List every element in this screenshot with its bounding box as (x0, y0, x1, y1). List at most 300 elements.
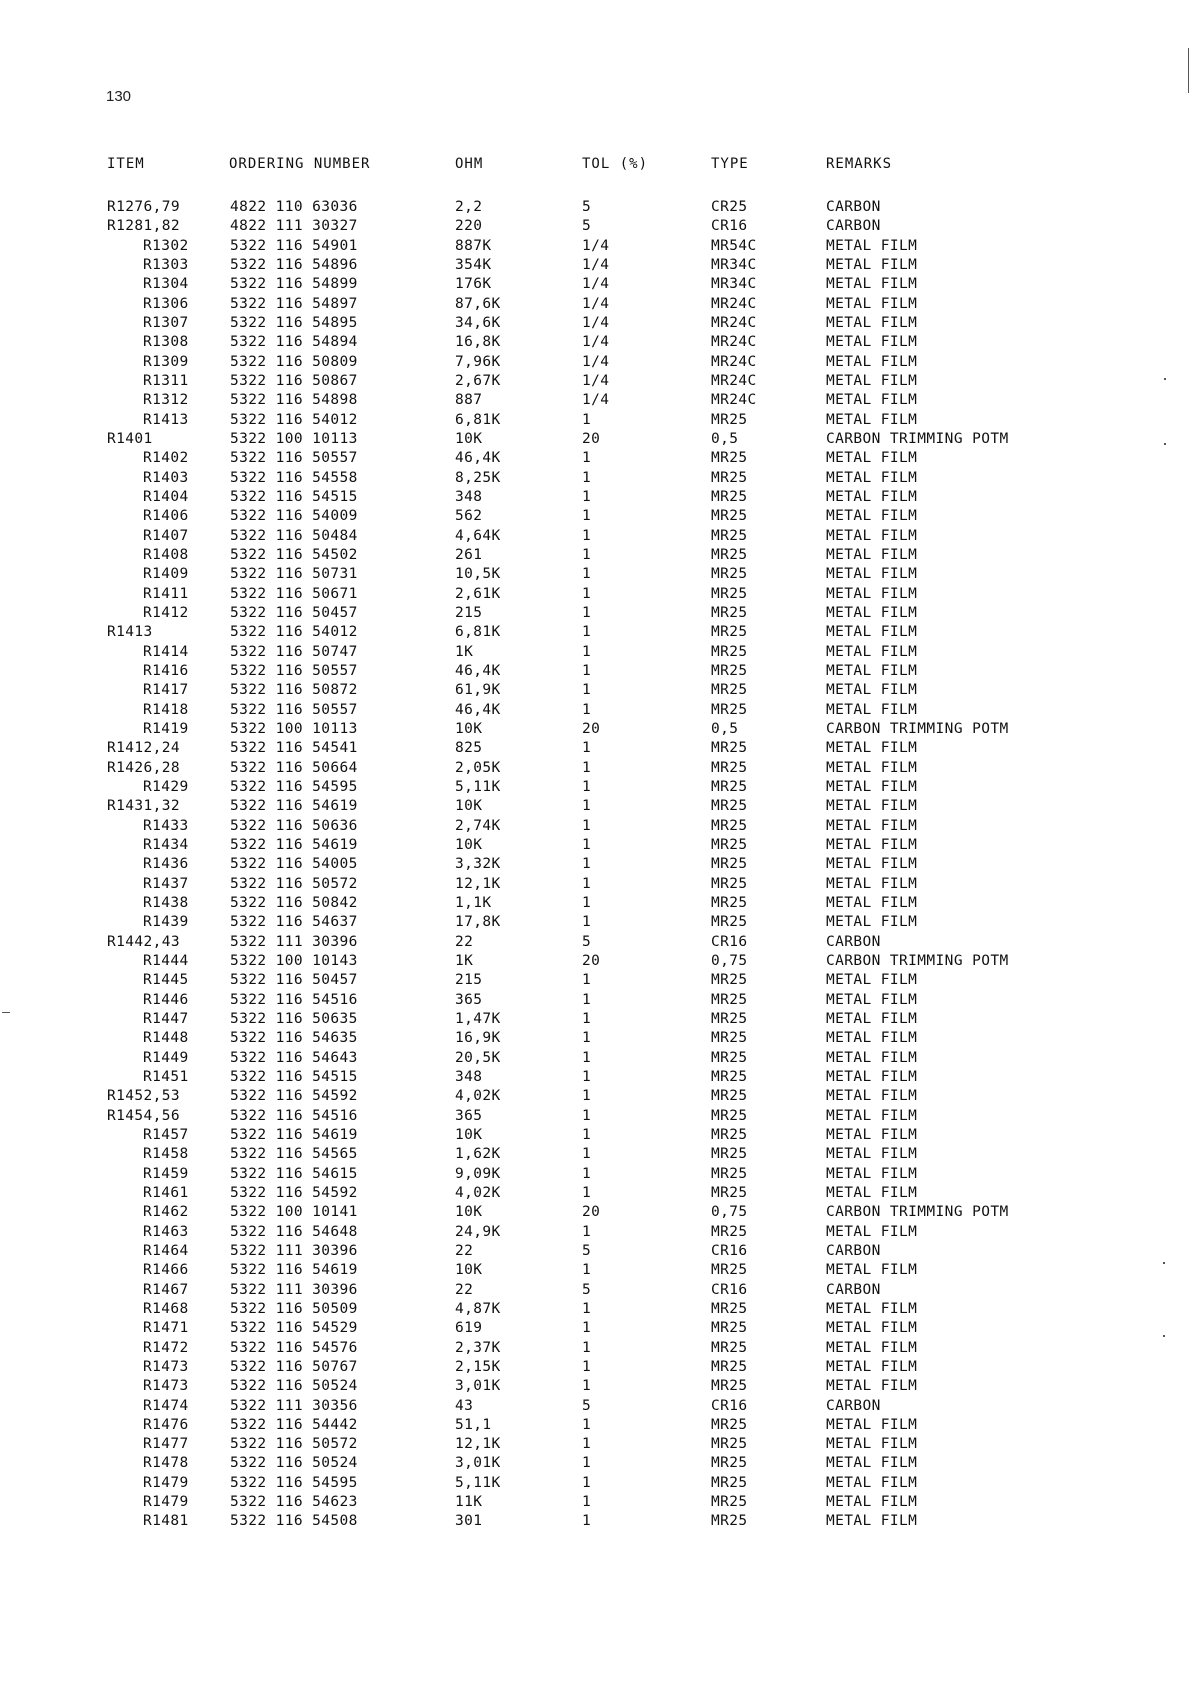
ohm-cell: 1,1K (455, 894, 492, 911)
type-cell: MR25 (711, 1262, 748, 1279)
table-row (0, 701, 1190, 721)
remarks-cell: METAL FILM (826, 1378, 918, 1395)
type-cell: MR25 (711, 1010, 748, 1027)
item-cell: R1468 (143, 1300, 189, 1317)
item-cell: R1403 (143, 469, 189, 486)
item-cell: R1477 (143, 1436, 189, 1453)
item-cell: R1412 (143, 604, 189, 621)
ordering-number-cell: 5322 116 54009 (230, 508, 358, 525)
table-row (0, 797, 1190, 817)
table-row (0, 739, 1190, 759)
tol-cell: 1 (582, 1049, 592, 1066)
table-row (0, 449, 1190, 469)
item-cell: R1418 (143, 701, 189, 718)
ordering-number-cell: 5322 116 54595 (230, 778, 358, 795)
ordering-number-cell: 5322 116 50636 (230, 817, 358, 834)
type-cell: MR25 (711, 972, 748, 989)
tol-cell: 1 (582, 643, 592, 660)
ohm-cell: 10K (455, 720, 483, 737)
table-row (0, 1203, 1190, 1223)
ohm-cell: 1,62K (455, 1146, 501, 1163)
ohm-cell: 43 (455, 1397, 474, 1414)
table-row (0, 1493, 1190, 1513)
type-cell: MR25 (711, 1126, 748, 1143)
ohm-cell: 2,05K (455, 759, 501, 776)
ohm-cell: 2,15K (455, 1358, 501, 1375)
item-cell: R1309 (143, 353, 189, 370)
tol-cell: 1 (582, 1107, 592, 1124)
table-row (0, 952, 1190, 972)
table-row (0, 1261, 1190, 1281)
remarks-cell: CARBON TRIMMING POTM (826, 720, 1009, 737)
remarks-cell: METAL FILM (826, 295, 918, 312)
remarks-cell: METAL FILM (826, 914, 918, 931)
tol-cell: 1 (582, 740, 592, 757)
ordering-number-cell: 5322 111 30396 (230, 1281, 358, 1298)
type-cell: MR25 (711, 1436, 748, 1453)
ordering-number-cell: 5322 116 54558 (230, 469, 358, 486)
remarks-cell: METAL FILM (826, 682, 918, 699)
item-cell: R1406 (143, 508, 189, 525)
ohm-cell: 348 (455, 1068, 483, 1085)
type-cell: CR25 (711, 199, 748, 215)
remarks-cell: METAL FILM (826, 1184, 918, 1201)
item-cell: R1471 (143, 1320, 189, 1337)
tol-cell: 1 (582, 604, 592, 621)
remarks-cell: METAL FILM (826, 373, 918, 389)
tol-cell: 1 (582, 1184, 592, 1201)
item-cell: R1311 (143, 373, 189, 389)
tol-cell: 5 (582, 1397, 592, 1414)
ordering-number-cell: 5322 116 50872 (230, 682, 358, 699)
ohm-cell: 562 (455, 508, 483, 525)
remarks-cell: METAL FILM (826, 1088, 918, 1105)
remarks-cell: CARBON TRIMMING POTM (826, 952, 1009, 969)
ohm-cell: 887K (455, 237, 492, 254)
table-row (0, 1281, 1190, 1301)
type-cell: MR25 (711, 875, 748, 892)
table-row (0, 585, 1190, 605)
item-cell: R1436 (143, 856, 189, 873)
ordering-number-cell: 5322 111 30396 (230, 1242, 358, 1259)
type-cell: MR25 (711, 469, 748, 486)
ohm-cell: 10,5K (455, 566, 501, 583)
table-row (0, 681, 1190, 701)
item-cell: R1426,28 (107, 759, 181, 776)
type-cell: MR34C (711, 257, 757, 273)
remarks-cell: METAL FILM (826, 817, 918, 834)
scan-mark (1188, 48, 1189, 93)
item-cell: R1419 (143, 720, 189, 737)
ohm-cell: 365 (455, 1107, 483, 1124)
type-cell: MR25 (711, 1165, 748, 1182)
table-row (0, 488, 1190, 508)
tol-cell: 1 (582, 662, 592, 679)
ohm-cell: 3,32K (455, 856, 501, 873)
type-cell: 0,75 (711, 952, 748, 969)
type-cell: MR24C (711, 295, 757, 312)
header-type: TYPE (711, 156, 749, 172)
item-cell: R1439 (143, 914, 189, 931)
remarks-cell: METAL FILM (826, 1030, 918, 1047)
ordering-number-cell: 5322 116 54515 (230, 1068, 358, 1085)
type-cell: MR25 (711, 778, 748, 795)
remarks-cell: CARBON (826, 1281, 881, 1298)
type-cell: MR25 (711, 1513, 748, 1530)
remarks-cell: METAL FILM (826, 1455, 918, 1472)
table-row (0, 1126, 1190, 1146)
remarks-cell: CARBON (826, 933, 881, 950)
type-cell: MR25 (711, 856, 748, 873)
item-cell: R1474 (143, 1397, 189, 1414)
remarks-cell: METAL FILM (826, 527, 918, 544)
ordering-number-cell: 5322 116 50509 (230, 1300, 358, 1317)
tol-cell: 1 (582, 1416, 592, 1433)
table-row (0, 1068, 1190, 1088)
item-cell: R1312 (143, 392, 189, 409)
type-cell: MR25 (711, 1223, 748, 1240)
item-cell: R1402 (143, 450, 189, 467)
ohm-cell: 24,9K (455, 1223, 501, 1240)
tol-cell: 1 (582, 566, 592, 583)
item-cell: R1479 (143, 1494, 189, 1511)
table-row (0, 1435, 1190, 1455)
ordering-number-cell: 5322 116 50867 (230, 373, 358, 389)
ohm-cell: 220 (455, 218, 483, 235)
tol-cell: 1 (582, 798, 592, 815)
ordering-number-cell: 5322 116 54005 (230, 856, 358, 873)
tol-cell: 1 (582, 1030, 592, 1047)
table-row (0, 836, 1190, 856)
type-cell: MR25 (711, 643, 748, 660)
tol-cell: 1 (582, 1223, 592, 1240)
ohm-cell: 365 (455, 991, 483, 1008)
item-cell: R1276,79 (107, 199, 181, 215)
table-row (0, 237, 1190, 257)
tol-cell: 20 (582, 952, 601, 969)
ordering-number-cell: 5322 116 50557 (230, 450, 358, 467)
remarks-cell: METAL FILM (826, 488, 918, 505)
item-cell: R1411 (143, 585, 189, 602)
item-cell: R1458 (143, 1146, 189, 1163)
header-tol: TOL (%) (582, 156, 649, 172)
ohm-cell: 61,9K (455, 682, 501, 699)
ohm-cell: 10K (455, 798, 483, 815)
remarks-cell: CARBON (826, 218, 881, 235)
item-cell: R1413 (107, 624, 153, 641)
ohm-cell: 8,25K (455, 469, 501, 486)
tol-cell: 1 (582, 1474, 592, 1491)
type-cell: MR25 (711, 1474, 748, 1491)
ordering-number-cell: 5322 116 50557 (230, 701, 358, 718)
tol-cell: 1 (582, 1358, 592, 1375)
scan-mark (1164, 378, 1166, 380)
ohm-cell: 10K (455, 1126, 483, 1143)
item-cell: R1401 (107, 431, 153, 447)
header-remarks: REMARKS (826, 156, 893, 172)
tol-cell: 1 (582, 1126, 592, 1143)
item-cell: R1429 (143, 778, 189, 795)
tol-cell: 1 (582, 1513, 592, 1530)
tol-cell: 20 (582, 431, 601, 447)
ordering-number-cell: 5322 116 54895 (230, 315, 358, 331)
remarks-cell: METAL FILM (826, 1010, 918, 1027)
table-row (0, 1319, 1190, 1339)
remarks-cell: METAL FILM (826, 972, 918, 989)
item-cell: R1463 (143, 1223, 189, 1240)
remarks-cell: METAL FILM (826, 392, 918, 409)
type-cell: MR25 (711, 798, 748, 815)
ohm-cell: 2,37K (455, 1339, 501, 1356)
remarks-cell: METAL FILM (826, 1416, 918, 1433)
ohm-cell: 17,8K (455, 914, 501, 931)
ordering-number-cell: 5322 116 50842 (230, 894, 358, 911)
ordering-number-cell: 5322 116 54592 (230, 1184, 358, 1201)
ordering-number-cell: 5322 116 50664 (230, 759, 358, 776)
ordering-number-cell: 5322 116 54894 (230, 334, 358, 351)
item-cell: R1461 (143, 1184, 189, 1201)
item-cell: R1414 (143, 643, 189, 660)
remarks-cell: METAL FILM (826, 1358, 918, 1375)
ohm-cell: 176K (455, 276, 492, 293)
ohm-cell: 2,2 (455, 199, 483, 215)
table-row (0, 1454, 1190, 1474)
remarks-cell: METAL FILM (826, 604, 918, 621)
item-cell: R1447 (143, 1010, 189, 1027)
ohm-cell: 619 (455, 1320, 483, 1337)
ordering-number-cell: 5322 116 50557 (230, 662, 358, 679)
item-cell: R1434 (143, 836, 189, 853)
table-row (0, 1242, 1190, 1262)
item-cell: R1302 (143, 237, 189, 254)
item-cell: R1473 (143, 1358, 189, 1375)
tol-cell: 1 (582, 527, 592, 544)
tol-cell: 1 (582, 450, 592, 467)
tol-cell: 1 (582, 411, 592, 428)
page-number: 130 (106, 88, 132, 105)
item-cell: R1459 (143, 1165, 189, 1182)
table-row (0, 1358, 1190, 1378)
table-row (0, 430, 1190, 450)
ordering-number-cell: 5322 116 54515 (230, 488, 358, 505)
ohm-cell: 46,4K (455, 701, 501, 718)
tol-cell: 1 (582, 508, 592, 525)
ohm-cell: 3,01K (455, 1455, 501, 1472)
tol-cell: 1 (582, 1339, 592, 1356)
item-cell: R1464 (143, 1242, 189, 1259)
ordering-number-cell: 5322 116 50524 (230, 1378, 358, 1395)
ohm-cell: 4,87K (455, 1300, 501, 1317)
table-row (0, 604, 1190, 624)
item-cell: R1446 (143, 991, 189, 1008)
tol-cell: 1 (582, 914, 592, 931)
type-cell: MR25 (711, 817, 748, 834)
ordering-number-cell: 5322 100 10113 (230, 720, 358, 737)
tol-cell: 1 (582, 759, 592, 776)
ordering-number-cell: 5322 116 50747 (230, 643, 358, 660)
remarks-cell: METAL FILM (826, 1165, 918, 1182)
type-cell: CR16 (711, 218, 748, 235)
table-row (0, 333, 1190, 353)
ordering-number-cell: 5322 116 54502 (230, 546, 358, 563)
type-cell: MR24C (711, 392, 757, 409)
tol-cell: 1 (582, 546, 592, 563)
remarks-cell: METAL FILM (826, 1223, 918, 1240)
remarks-cell: METAL FILM (826, 1262, 918, 1279)
remarks-cell: METAL FILM (826, 353, 918, 370)
item-cell: R1407 (143, 527, 189, 544)
ohm-cell: 215 (455, 972, 483, 989)
type-cell: MR25 (711, 1049, 748, 1066)
remarks-cell: METAL FILM (826, 1339, 918, 1356)
tol-cell: 1 (582, 972, 592, 989)
type-cell: MR54C (711, 237, 757, 254)
type-cell: MR25 (711, 1068, 748, 1085)
tol-cell: 1/4 (582, 334, 610, 351)
ohm-cell: 354K (455, 257, 492, 273)
item-cell: R1409 (143, 566, 189, 583)
table-row (0, 1107, 1190, 1127)
ordering-number-cell: 5322 116 54897 (230, 295, 358, 312)
item-cell: R1476 (143, 1416, 189, 1433)
ohm-cell: 2,67K (455, 373, 501, 389)
table-row (0, 643, 1190, 663)
table-row (0, 1165, 1190, 1185)
table-row (0, 1397, 1190, 1417)
ohm-cell: 301 (455, 1513, 483, 1530)
item-cell: R1479 (143, 1474, 189, 1491)
table-row (0, 527, 1190, 547)
remarks-cell: METAL FILM (826, 1146, 918, 1163)
tol-cell: 1 (582, 817, 592, 834)
ohm-cell: 22 (455, 933, 474, 950)
ordering-number-cell: 5322 116 54012 (230, 624, 358, 641)
ohm-cell: 12,1K (455, 1436, 501, 1453)
ordering-number-cell: 5322 116 54619 (230, 798, 358, 815)
remarks-cell: METAL FILM (826, 740, 918, 757)
table-row (0, 817, 1190, 837)
type-cell: MR25 (711, 740, 748, 757)
tol-cell: 20 (582, 720, 601, 737)
table-row (0, 1145, 1190, 1165)
type-cell: MR24C (711, 353, 757, 370)
ordering-number-cell: 5322 116 50524 (230, 1455, 358, 1472)
table-row (0, 546, 1190, 566)
remarks-cell: METAL FILM (826, 411, 918, 428)
tol-cell: 1 (582, 991, 592, 1008)
ordering-number-cell: 5322 116 54619 (230, 1126, 358, 1143)
remarks-cell: METAL FILM (826, 315, 918, 331)
table-row (0, 778, 1190, 798)
ordering-number-cell: 5322 100 10113 (230, 431, 358, 447)
remarks-cell: METAL FILM (826, 662, 918, 679)
ordering-number-cell: 4822 111 30327 (230, 218, 358, 235)
ordering-number-cell: 5322 116 50731 (230, 566, 358, 583)
remarks-cell: METAL FILM (826, 1049, 918, 1066)
tol-cell: 1 (582, 1165, 592, 1182)
type-cell: MR24C (711, 373, 757, 389)
type-cell: MR25 (711, 914, 748, 931)
ordering-number-cell: 5322 100 10143 (230, 952, 358, 969)
type-cell: MR25 (711, 488, 748, 505)
ordering-number-cell: 5322 111 30356 (230, 1397, 358, 1414)
ordering-number-cell: 5322 116 50635 (230, 1010, 358, 1027)
remarks-cell: METAL FILM (826, 798, 918, 815)
item-cell: R1404 (143, 488, 189, 505)
tol-cell: 1/4 (582, 276, 610, 293)
tol-cell: 1/4 (582, 295, 610, 312)
ordering-number-cell: 5322 116 54541 (230, 740, 358, 757)
remarks-cell: METAL FILM (826, 624, 918, 641)
table-row (0, 198, 1190, 218)
item-cell: R1457 (143, 1126, 189, 1143)
tol-cell: 1 (582, 624, 592, 641)
item-cell: R1281,82 (107, 218, 181, 235)
type-cell: MR25 (711, 1030, 748, 1047)
tol-cell: 1 (582, 701, 592, 718)
item-cell: R1445 (143, 972, 189, 989)
item-cell: R1452,53 (107, 1088, 181, 1105)
table-row (0, 623, 1190, 643)
tol-cell: 1 (582, 856, 592, 873)
ohm-cell: 10K (455, 1204, 483, 1221)
header-ordering-number: ORDERING NUMBER (229, 156, 371, 172)
item-cell: R1467 (143, 1281, 189, 1298)
tol-cell: 1 (582, 585, 592, 602)
tol-cell: 1 (582, 469, 592, 486)
tol-cell: 1/4 (582, 315, 610, 331)
remarks-cell: METAL FILM (826, 856, 918, 873)
remarks-cell: METAL FILM (826, 566, 918, 583)
ordering-number-cell: 5322 116 54615 (230, 1165, 358, 1182)
table-row (0, 1029, 1190, 1049)
type-cell: MR25 (711, 1088, 748, 1105)
type-cell: MR25 (711, 1300, 748, 1317)
tol-cell: 1/4 (582, 353, 610, 370)
ohm-cell: 10K (455, 431, 483, 447)
ohm-cell: 6,81K (455, 411, 501, 428)
tol-cell: 1 (582, 1146, 592, 1163)
type-cell: 0,5 (711, 720, 739, 737)
item-cell: R1451 (143, 1068, 189, 1085)
remarks-cell: CARBON (826, 1397, 881, 1414)
type-cell: MR25 (711, 508, 748, 525)
ordering-number-cell: 5322 116 54643 (230, 1049, 358, 1066)
table-row (0, 1377, 1190, 1397)
item-cell: R1412,24 (107, 740, 181, 757)
remarks-cell: METAL FILM (826, 894, 918, 911)
table-row (0, 913, 1190, 933)
ordering-number-cell: 5322 100 10141 (230, 1204, 358, 1221)
ohm-cell: 6,81K (455, 624, 501, 641)
type-cell: MR25 (711, 1107, 748, 1124)
item-cell: R1408 (143, 546, 189, 563)
tol-cell: 1 (582, 1068, 592, 1085)
item-cell: R1462 (143, 1204, 189, 1221)
remarks-cell: METAL FILM (826, 643, 918, 660)
tol-cell: 1 (582, 1455, 592, 1472)
type-cell: CR16 (711, 1397, 748, 1414)
table-row (0, 507, 1190, 527)
tol-cell: 1/4 (582, 237, 610, 254)
ordering-number-cell: 5322 116 54508 (230, 1513, 358, 1530)
ohm-cell: 1K (455, 952, 474, 969)
ordering-number-cell: 5322 116 54516 (230, 1107, 358, 1124)
table-row (0, 275, 1190, 295)
tol-cell: 1 (582, 1010, 592, 1027)
item-cell: R1472 (143, 1339, 189, 1356)
ohm-cell: 46,4K (455, 662, 501, 679)
